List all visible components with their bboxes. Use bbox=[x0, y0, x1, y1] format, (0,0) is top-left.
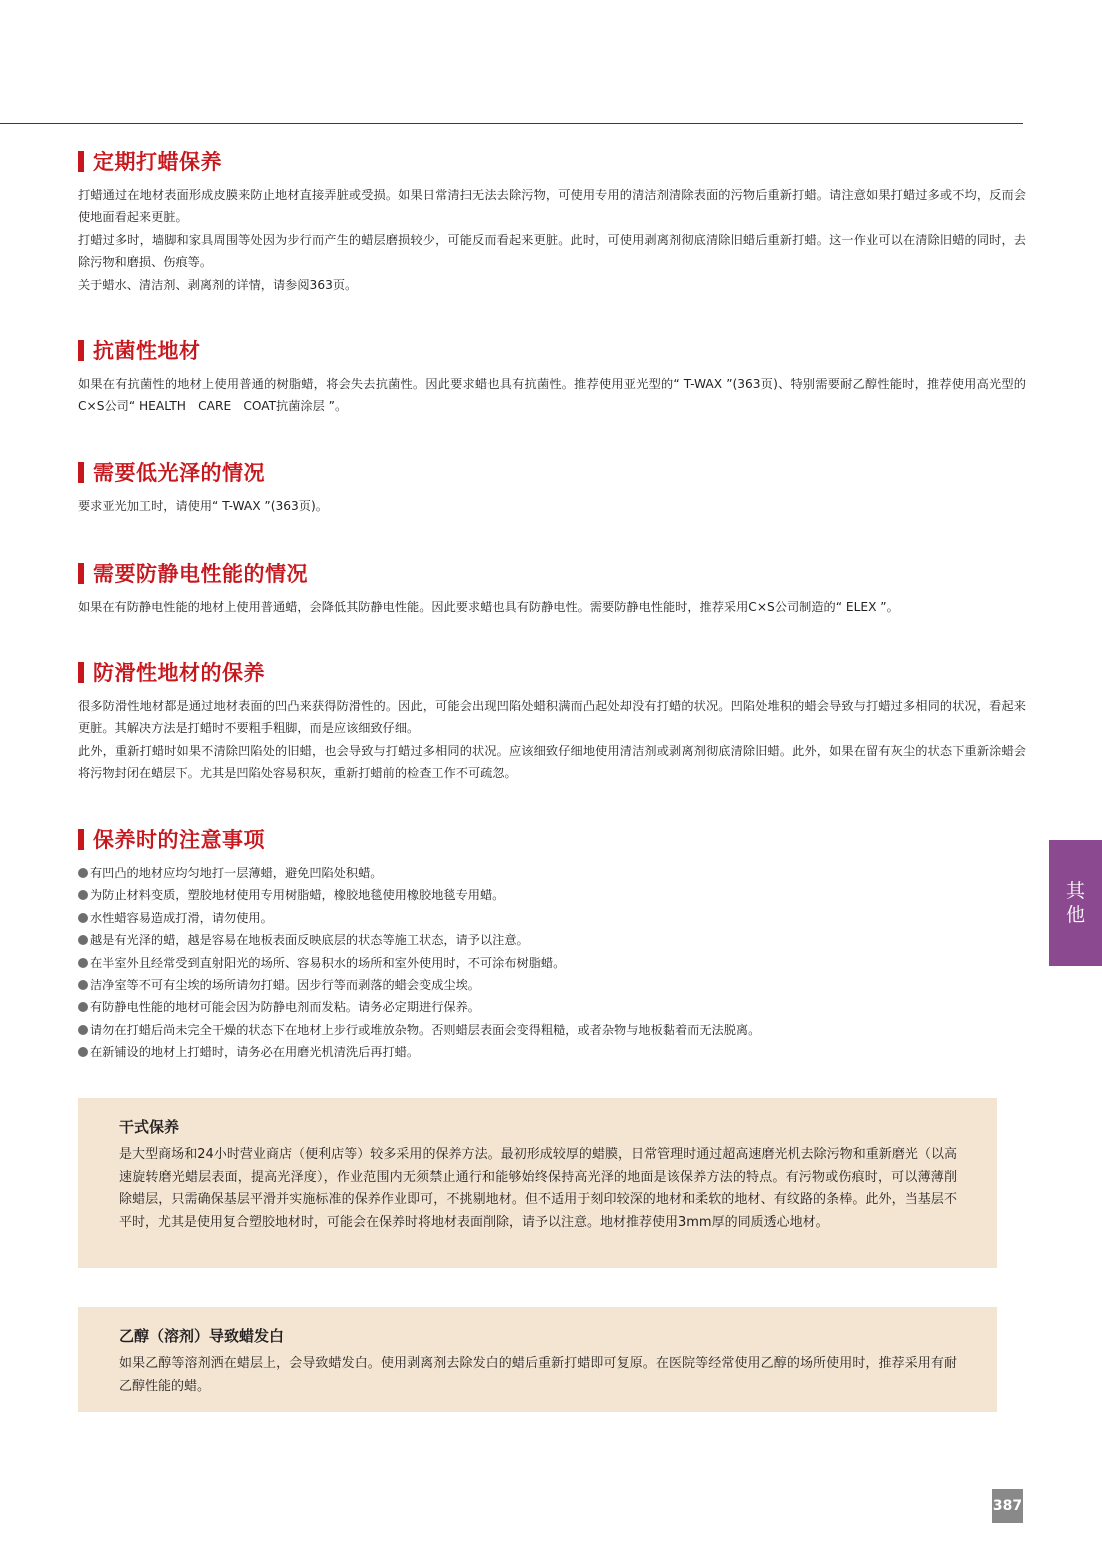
side-tab-label: 其 bbox=[1065, 880, 1085, 902]
section-title: 防滑性地材的保养 bbox=[93, 661, 265, 685]
section-title: 抗菌性地材 bbox=[93, 339, 201, 363]
bullet-dot-icon bbox=[78, 1047, 88, 1057]
box-text: 如果乙醇等溶剂洒在蜡层上，会导致蜡发白。使用剥离剂去除发白的蜡后重新打蜡即可复原。在医院等经常使用乙醇的场所使用时，推荐采用有耐乙醇性能的蜡。 bbox=[119, 1356, 957, 1394]
list-item: 有防静电性能的地材可能会因为防静电剂而发粘。请务必定期进行保养。 bbox=[78, 996, 1026, 1018]
list-item: 洁净室等不可有尘埃的场所请勿打蜡。因步行等而剥落的蜡会变成尘埃。 bbox=[78, 974, 1026, 996]
section-heading bbox=[78, 824, 1026, 854]
list-item: 有凹凸的地材应均匀地打一层薄蜡，避免凹陷处积蜡。 bbox=[78, 862, 1026, 884]
bullet-dot-icon bbox=[78, 980, 88, 990]
list-item: 水性蜡容易造成打滑，请勿使用。 bbox=[78, 907, 1026, 929]
chapter-side-tab bbox=[1049, 840, 1102, 966]
box-title: 乙醇（溶剂）导致蜡发白 bbox=[119, 1327, 285, 1345]
section-title: 定期打蜡保养 bbox=[93, 150, 222, 174]
section-heading bbox=[78, 146, 1026, 176]
section-periodic-waxing bbox=[78, 146, 1026, 296]
section-title: 需要防静电性能的情况 bbox=[93, 562, 308, 586]
box-text: 是大型商场和24小时营业商店（便利店等）较多采用的保养方法。最初形成较厚的蜡膜，日常管理时通过超高速磨光机去除污物和重新磨光（以高速旋转磨光蜡层表面，提高光泽度），作业范围内无须禁止通行和能够始终保持高光泽的地面是该保养方法的特点。有污物或伤痕时，可以薄薄削除蜡层，只需确保基层平滑并实施标准的保养作业即可，不挑剔地材。但不适用于刻印较深的地材和柔软的地材、有纹路的条棒。此外，当基层不平时，尤其是使用复合塑胶地材时，可能会在保养时将地材表面削除，请予以注意。地材推荐使用3mm厚的同质透心地材。 bbox=[119, 1147, 957, 1230]
section-antibacterial-floor bbox=[78, 335, 1026, 418]
bullet-dot-icon bbox=[78, 913, 88, 923]
section-maintenance-notes bbox=[78, 824, 1026, 1064]
paragraph: 如果在有防静电性能的地材上使用普通蜡，会降低其防静电性能。因此要求蜡也具有防静电性。需要防静电性能时，推荐采用C×S公司制造的“ ELEX ”。 bbox=[78, 600, 899, 614]
paragraph: 要求亚光加工时，请使用“ T-WAX ”(363页)。 bbox=[78, 499, 328, 513]
list-item: 在半室外且经常受到直射阳光的场所、容易积水的场所和室外使用时，不可涂布树脂蜡。 bbox=[78, 952, 1026, 974]
box-title: 干式保养 bbox=[119, 1118, 180, 1136]
top-rule bbox=[0, 123, 1023, 124]
section-low-gloss bbox=[78, 457, 1026, 517]
section-heading bbox=[78, 335, 1026, 365]
list-item: 请勿在打蜡后尚未完全干燥的状态下在地材上步行或堆放杂物。否则蜡层表面会变得粗糙，或者杂物与地板黏着而无法脱离。 bbox=[78, 1019, 1026, 1041]
paragraph: 很多防滑性地材都是通过地材表面的凹凸来获得防滑性的。因此，可能会出现凹陷处蜡积满而凸起处却没有打蜡的状况。凹陷处堆积的蜡会导致与打蜡过多相同的状况，看起来更脏。其解决方法是打蜡时不要粗手粗脚，而是应该细致仔细。 bbox=[78, 699, 1026, 736]
bullet-dot-icon bbox=[78, 1002, 88, 1012]
paragraph: 打蜡通过在地材表面形成皮膜来防止地材直接弄脏或受损。如果日常清扫无法去除污物，可使用专用的清洁剂清除表面的污物后重新打蜡。请注意如果打蜡过多或不均，反而会使地面看起来更脏。 bbox=[78, 188, 1026, 225]
bullet-dot-icon bbox=[78, 890, 88, 900]
paragraph: 关于蜡水、清洁剂、剥离剂的详情，请参阅363页。 bbox=[78, 277, 358, 292]
section-heading bbox=[78, 457, 1026, 487]
side-tab-label: 他 bbox=[1065, 904, 1085, 926]
list-item: 越是有光泽的蜡，越是容易在地板表面反映底层的状态等施工状态，请予以注意。 bbox=[78, 929, 1026, 951]
heading-bar bbox=[78, 563, 84, 584]
bullet-dot-icon bbox=[78, 958, 88, 968]
section-heading bbox=[78, 558, 1026, 588]
section-anti-slip-maintenance bbox=[78, 657, 1026, 785]
notes-list bbox=[78, 862, 1026, 1064]
bullet-dot-icon bbox=[78, 935, 88, 945]
heading-bar bbox=[78, 462, 84, 483]
section-title: 保养时的注意事项 bbox=[93, 828, 265, 852]
list-item: 在新铺设的地材上打蜡时，请务必在用磨光机清洗后再打蜡。 bbox=[78, 1041, 1026, 1063]
list-item: 为防止材料变质，塑胶地材使用专用树脂蜡，橡胶地毯使用橡胶地毯专用蜡。 bbox=[78, 884, 1026, 906]
heading-bar bbox=[78, 829, 84, 850]
heading-bar bbox=[78, 662, 84, 683]
section-heading bbox=[78, 657, 1026, 687]
bullet-dot-icon bbox=[78, 1025, 88, 1035]
paragraph: 此外，重新打蜡时如果不清除凹陷处的旧蜡，也会导致与打蜡过多相同的状况。应该细致仔细地使用清洁剂或剥离剂彻底清除旧蜡。此外，如果在留有灰尘的状态下重新涂蜡会将污物封闭在蜡层下。尤其是凹陷处容易积灰，重新打蜡前的检查工作不可疏忽。 bbox=[78, 743, 1026, 781]
paragraph: 如果在有抗菌性的地材上使用普通的树脂蜡，将会失去抗菌性。因此要求蜡也具有抗菌性。推荐使用亚光型的“ T-WAX ”(363页)、特别需要耐乙醇性能时，推荐使用高光型的C×S公司“ HEALTH CARE COAT抗菌涂层 ”。 bbox=[78, 377, 1026, 414]
page-number: 387 bbox=[992, 1489, 1023, 1523]
info-box-alcohol-whitening bbox=[78, 1307, 997, 1412]
section-title: 需要低光泽的情况 bbox=[93, 461, 265, 485]
section-antistatic bbox=[78, 558, 1026, 618]
heading-bar bbox=[78, 340, 84, 361]
heading-bar bbox=[78, 151, 84, 172]
paragraph: 打蜡过多时，墙脚和家具周围等处因为步行而产生的蜡层磨损较少，可能反而看起来更脏。此时，可使用剥离剂彻底清除旧蜡后重新打蜡。这一作业可以在清除旧蜡的同时，去除污物和磨损、伤痕等。 bbox=[78, 232, 1026, 270]
bullet-dot-icon bbox=[78, 868, 88, 878]
info-box-dry-maintenance bbox=[78, 1098, 997, 1268]
